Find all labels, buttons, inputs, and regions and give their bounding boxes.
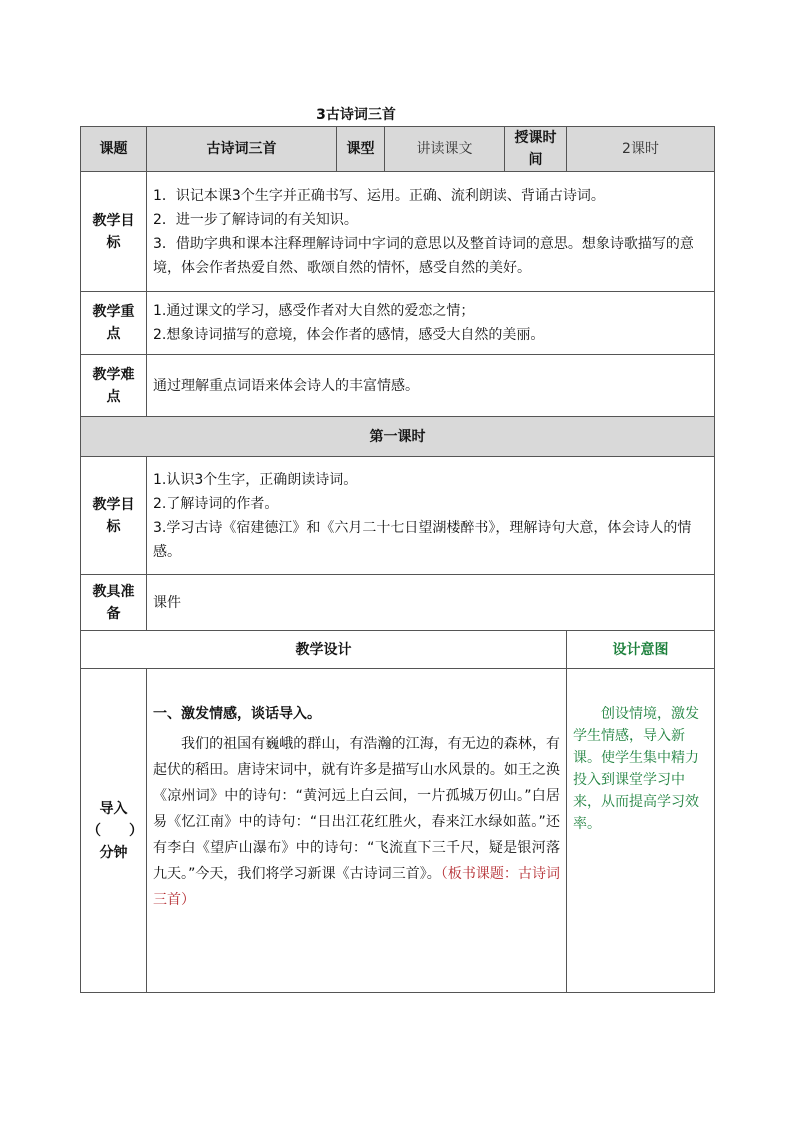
label-type: 课型 [337,127,385,172]
intro-label-line: 导入 [99,800,128,817]
key-points-label: 教学重点 [81,292,147,355]
intro-label [81,669,147,993]
difficulties-text: 通过理解重点词语来体会诗人的丰富情感。 [147,355,715,417]
goal-item: 1．识记本课3个生字并正确书写、运用。正确、流利朗读、背诵古诗词。 [153,187,605,204]
time-value: 2课时 [567,127,715,172]
intro-paragraph [153,731,560,913]
key-point-item: 2.想象诗词描写的意境，体会作者的感情，感受大自然的美丽。 [153,327,545,343]
header-row [81,127,715,172]
key-point-item: 1.通过课文的学习，感受作者对大自然的爱恋之情； [153,303,475,319]
first-lesson-goals-list [147,457,715,575]
topic-value: 古诗词三首 [147,127,337,172]
design-heading: 教学设计 [81,631,567,669]
intro-content [147,669,567,993]
goal-item: 3．借助字典和课本注释理解诗词中字词的意思以及整首诗词的意思。想象诗歌描写的意境，体会作者热爱自然、歌颂自然的情怀，感受自然的美好。 [153,235,694,276]
lesson-plan-table [80,126,715,993]
intent-heading: 设计意图 [567,631,715,669]
intro-label-line: （ ） [87,822,143,839]
difficulties-label: 教学难点 [81,355,147,417]
design-intent-text: 创设情境，激发学生情感，导入新课。使学生集中精力投入到课堂学习中来，从而提高学习效率。 [567,669,715,993]
board-note: （板书课题：古诗词三首） [153,866,560,908]
first-lesson-heading: 第一课时 [81,417,715,457]
tools-row [81,575,715,631]
tools-label: 教具准备 [81,575,147,631]
first-lesson-goals-label: 教学目标 [81,457,147,575]
intro-row [81,669,715,993]
design-heading-row [81,631,715,669]
intro-text: 我们的祖国有巍峨的群山，有浩瀚的江海，有无边的森林，有起伏的稻田。唐诗宋词中，就有许多是描写山水风景的。如王之涣《凉州词》中的诗句：“黄河远上白云间，一片孤城万仞山。”白居易《忆江南》中的诗句：“日出江花红胜火，春来江水绿如蓝。”还有李白《望庐山瀑布》中的诗句：“飞流直下三千尺，疑是银河落九天。”今天，我们将学习新课《古诗词三首》。 [153,736,560,882]
difficulties-row [81,355,715,417]
first-lesson-heading-row [81,417,715,457]
key-points-list [147,292,715,355]
key-points-row [81,292,715,355]
goals-row [81,172,715,292]
goal-item: 3.学习古诗《宿建德江》和《六月二十七日望湖楼醉书》，理解诗句大意，体会诗人的情感。 [153,519,692,560]
intro-subtitle: 一、激发情感，谈话导入。 [153,706,321,722]
goal-item: 1.认识3个生字，正确朗读诗词。 [153,471,358,488]
type-value: 讲读课文 [385,127,505,172]
goals-label: 教学目标 [81,172,147,292]
tools-text: 课件 [147,575,715,631]
goal-item: 2．进一步了解诗词的有关知识。 [153,211,358,228]
intro-label-line: 分钟 [99,844,128,861]
goal-item: 2.了解诗词的作者。 [153,495,279,512]
goals-list [147,172,715,292]
document-title: 3古诗词三首 [316,107,396,123]
first-lesson-goals-row [81,457,715,575]
label-time: 授课时间 [505,127,567,172]
label-topic: 课题 [81,127,147,172]
